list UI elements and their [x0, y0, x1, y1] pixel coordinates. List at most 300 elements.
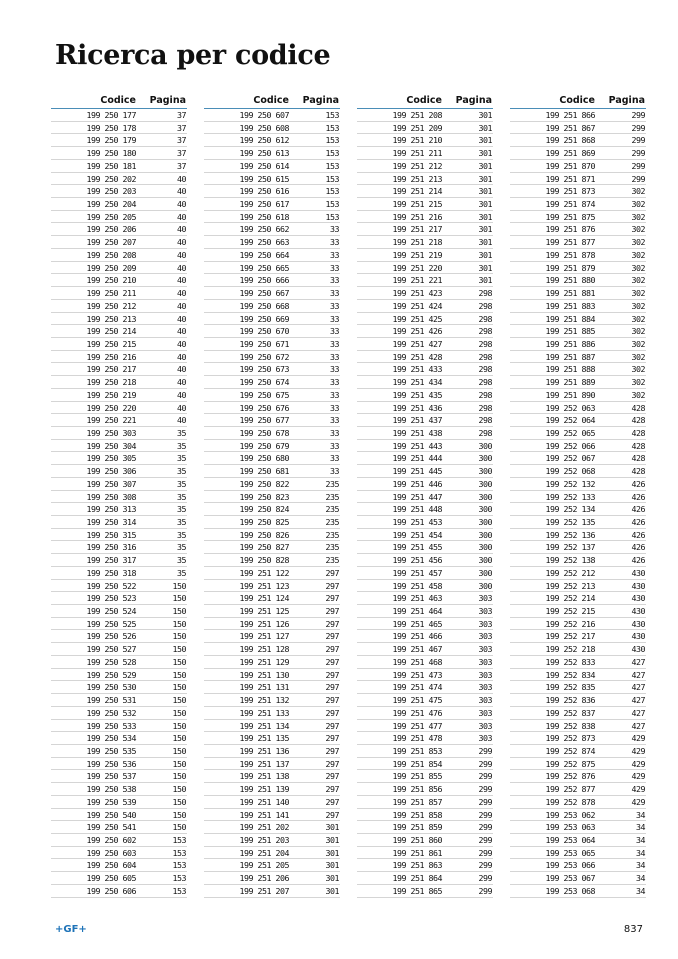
table-row — [51, 630, 187, 643]
page-cell: 299 — [478, 758, 492, 769]
page-cell: 33 — [330, 415, 339, 426]
table-row — [51, 465, 187, 478]
code-header: Codice — [559, 95, 595, 106]
page-cell: 153 — [325, 199, 339, 210]
page-cell: 301 — [478, 249, 492, 260]
code-cell: 199 250 523 — [86, 593, 136, 604]
code-cell: 199 251 216 — [392, 211, 442, 222]
code-cell: 199 251 887 — [545, 351, 595, 362]
code-cell: 199 252 874 — [545, 745, 595, 756]
page-cell: 40 — [177, 415, 186, 426]
page-cell: 35 — [177, 542, 186, 553]
code-cell: 199 251 140 — [239, 796, 289, 807]
page-cell: 300 — [478, 542, 492, 553]
page-cell: 302 — [631, 237, 645, 248]
table-row — [357, 325, 493, 338]
page-cell: 299 — [478, 834, 492, 845]
page-cell: 299 — [631, 173, 645, 184]
table-row — [204, 427, 340, 440]
table-row — [204, 351, 340, 364]
table-row — [357, 503, 493, 516]
page-cell: 37 — [177, 110, 186, 120]
page-cell: 300 — [478, 478, 492, 489]
page-cell: 33 — [330, 351, 339, 362]
table-row — [357, 363, 493, 376]
page-cell: 426 — [631, 555, 645, 566]
page-cell: 301 — [478, 224, 492, 235]
page-cell: 301 — [325, 847, 339, 858]
table-row — [204, 198, 340, 211]
code-cell: 199 251 141 — [239, 809, 289, 820]
table-row — [510, 376, 646, 389]
table-row — [510, 478, 646, 491]
table-row — [51, 834, 187, 847]
code-cell: 199 250 618 — [239, 211, 289, 222]
page-cell: 150 — [172, 771, 186, 782]
code-cell: 199 252 067 — [545, 453, 595, 464]
code-cell: 199 252 878 — [545, 796, 595, 807]
code-cell: 199 251 217 — [392, 224, 442, 235]
page-cell: 40 — [177, 389, 186, 400]
code-cell: 199 250 538 — [86, 784, 136, 795]
page-cell: 299 — [478, 822, 492, 833]
code-cell: 199 250 180 — [86, 148, 136, 159]
table-row — [357, 529, 493, 542]
code-cell: 199 251 127 — [239, 631, 289, 642]
code-cell: 199 251 437 — [392, 415, 442, 426]
table-row — [357, 478, 493, 491]
table-row — [357, 236, 493, 249]
page-cell: 33 — [330, 237, 339, 248]
table-row — [510, 440, 646, 453]
table-row — [357, 809, 493, 822]
code-cell: 199 250 671 — [239, 338, 289, 349]
page-cell: 301 — [478, 275, 492, 286]
page-cell: 301 — [478, 211, 492, 222]
code-cell: 199 250 673 — [239, 364, 289, 375]
page-cell: 303 — [478, 707, 492, 718]
code-cell: 199 251 447 — [392, 491, 442, 502]
page-cell: 297 — [325, 720, 339, 731]
table-row — [51, 516, 187, 529]
code-cell: 199 251 214 — [392, 186, 442, 197]
table-row — [204, 363, 340, 376]
code-cell: 199 250 305 — [86, 453, 136, 464]
table-row — [51, 313, 187, 326]
code-cell: 199 250 216 — [86, 351, 136, 362]
table-row — [204, 809, 340, 822]
table-row — [510, 859, 646, 872]
code-cell: 199 250 205 — [86, 211, 136, 222]
code-cell: 199 250 314 — [86, 517, 136, 527]
code-cell: 199 253 064 — [545, 834, 595, 845]
code-cell: 199 250 667 — [239, 288, 289, 299]
table-row — [204, 402, 340, 415]
page-cell: 35 — [177, 466, 186, 477]
code-cell: 199 251 434 — [392, 377, 442, 388]
page-cell: 427 — [631, 720, 645, 731]
code-cell: 199 251 859 — [392, 822, 442, 833]
table-row — [357, 745, 493, 758]
code-cell: 199 252 068 — [545, 466, 595, 477]
code-header: Codice — [100, 95, 136, 106]
page-cell: 429 — [631, 745, 645, 756]
code-cell: 199 251 202 — [239, 822, 289, 833]
table-row — [357, 223, 493, 236]
code-cell: 199 251 468 — [392, 656, 442, 667]
code-cell: 199 252 836 — [545, 695, 595, 706]
code-cell: 199 252 063 — [545, 402, 595, 413]
table-row — [51, 427, 187, 440]
code-header: Codice — [406, 95, 442, 106]
page-cell: 150 — [172, 745, 186, 756]
code-cell: 199 250 665 — [239, 262, 289, 273]
table-row — [510, 516, 646, 529]
page-cell: 298 — [478, 351, 492, 362]
code-cell: 199 250 605 — [86, 873, 136, 884]
code-cell: 199 250 541 — [86, 822, 136, 833]
table-row — [51, 198, 187, 211]
code-cell: 199 251 876 — [545, 224, 595, 235]
table-row — [510, 618, 646, 631]
code-cell: 199 251 874 — [545, 199, 595, 210]
page-cell: 300 — [478, 453, 492, 464]
page-cell: 303 — [478, 733, 492, 744]
code-cell: 199 250 219 — [86, 389, 136, 400]
page-cell: 150 — [172, 682, 186, 693]
page-cell: 300 — [478, 580, 492, 591]
table-row — [357, 872, 493, 885]
table-row — [51, 567, 187, 580]
page-cell: 150 — [172, 809, 186, 820]
code-cell: 199 250 663 — [239, 237, 289, 248]
code-cell: 199 251 857 — [392, 796, 442, 807]
page-cell: 426 — [631, 504, 645, 515]
code-cell: 199 251 454 — [392, 529, 442, 540]
table-row — [510, 643, 646, 656]
table-row — [510, 592, 646, 605]
table-row — [357, 516, 493, 529]
page-cell: 40 — [177, 224, 186, 235]
page-cell: 34 — [636, 873, 645, 884]
table-row — [357, 783, 493, 796]
page-cell: 300 — [478, 440, 492, 451]
table-row — [51, 185, 187, 198]
page-cell: 33 — [330, 377, 339, 388]
page-cell: 150 — [172, 656, 186, 667]
code-cell: 199 252 134 — [545, 504, 595, 515]
table-row — [51, 478, 187, 491]
table-row — [204, 618, 340, 631]
code-cell: 199 250 824 — [239, 504, 289, 515]
page-cell: 297 — [325, 745, 339, 756]
code-column-4 — [510, 94, 646, 898]
code-cell: 199 251 889 — [545, 377, 595, 388]
page-cell: 299 — [631, 135, 645, 146]
code-cell: 199 250 827 — [239, 542, 289, 553]
table-row — [51, 872, 187, 885]
table-row — [204, 643, 340, 656]
code-cell: 199 251 873 — [545, 186, 595, 197]
code-cell: 199 250 218 — [86, 377, 136, 388]
page-cell: 153 — [325, 122, 339, 133]
page-cell: 300 — [478, 529, 492, 540]
code-cell: 199 251 122 — [239, 567, 289, 578]
table-row — [51, 541, 187, 554]
table-row — [51, 122, 187, 135]
table-row — [51, 376, 187, 389]
table-row — [510, 351, 646, 364]
code-cell: 199 251 209 — [392, 122, 442, 133]
page-cell: 301 — [478, 262, 492, 273]
page-cell: 303 — [478, 644, 492, 655]
code-cell: 199 252 135 — [545, 517, 595, 527]
code-cell: 199 250 217 — [86, 364, 136, 375]
code-cell: 199 251 218 — [392, 237, 442, 248]
code-cell: 199 252 214 — [545, 593, 595, 604]
code-cell: 199 250 669 — [239, 313, 289, 324]
table-row — [51, 503, 187, 516]
table-row — [204, 414, 340, 427]
code-cell: 199 252 838 — [545, 720, 595, 731]
code-cell: 199 250 316 — [86, 542, 136, 553]
code-cell: 199 251 204 — [239, 847, 289, 858]
table-row — [357, 821, 493, 834]
page-cell: 298 — [478, 377, 492, 388]
page-cell: 301 — [478, 173, 492, 184]
code-cell: 199 251 473 — [392, 669, 442, 680]
code-cell: 199 251 433 — [392, 364, 442, 375]
code-cell: 199 252 065 — [545, 427, 595, 438]
code-cell: 199 252 066 — [545, 440, 595, 451]
table-row — [204, 109, 340, 122]
code-cell: 199 251 125 — [239, 606, 289, 617]
page-cell: 301 — [478, 148, 492, 159]
table-row — [357, 643, 493, 656]
table-row — [204, 262, 340, 275]
page-cell: 34 — [636, 822, 645, 833]
code-cell: 199 252 877 — [545, 784, 595, 795]
table-row — [357, 122, 493, 135]
table-row — [510, 732, 646, 745]
page-cell: 303 — [478, 720, 492, 731]
code-cell: 199 250 664 — [239, 249, 289, 260]
table-row — [357, 732, 493, 745]
table-row — [510, 338, 646, 351]
table-row — [204, 656, 340, 669]
page-cell: 303 — [478, 606, 492, 617]
code-cell: 199 250 178 — [86, 122, 136, 133]
table-row — [357, 313, 493, 326]
page-header: Pagina — [455, 95, 492, 106]
code-cell: 199 251 205 — [239, 860, 289, 871]
page-cell: 40 — [177, 275, 186, 286]
page-cell: 153 — [172, 847, 186, 858]
code-cell: 199 250 528 — [86, 656, 136, 667]
code-cell: 199 251 426 — [392, 326, 442, 337]
code-cell: 199 251 854 — [392, 758, 442, 769]
code-cell: 199 250 177 — [86, 110, 136, 120]
page-cell: 235 — [325, 478, 339, 489]
table-row — [204, 516, 340, 529]
page-cell: 150 — [172, 593, 186, 604]
table-row — [357, 414, 493, 427]
page-cell: 300 — [478, 517, 492, 527]
page-cell: 297 — [325, 758, 339, 769]
page-cell: 302 — [631, 186, 645, 197]
page-cell: 297 — [325, 580, 339, 591]
page-cell: 429 — [631, 784, 645, 795]
page-cell: 153 — [325, 173, 339, 184]
table-row — [510, 529, 646, 542]
page-cell: 153 — [172, 885, 186, 896]
code-cell: 199 253 066 — [545, 860, 595, 871]
page-cell: 429 — [631, 796, 645, 807]
code-cell: 199 251 885 — [545, 326, 595, 337]
code-cell: 199 252 136 — [545, 529, 595, 540]
code-cell: 199 251 132 — [239, 695, 289, 706]
code-cell: 199 251 457 — [392, 567, 442, 578]
table-row — [357, 134, 493, 147]
page-cell: 33 — [330, 326, 339, 337]
table-row — [510, 580, 646, 593]
table-row — [204, 567, 340, 580]
page-cell: 150 — [172, 644, 186, 655]
page-cell: 299 — [478, 796, 492, 807]
table-row — [510, 122, 646, 135]
code-cell: 199 250 315 — [86, 529, 136, 540]
table-row — [51, 274, 187, 287]
code-cell: 199 252 215 — [545, 606, 595, 617]
page-cell: 150 — [172, 758, 186, 769]
column-header — [510, 94, 646, 109]
table-row — [357, 834, 493, 847]
table-row — [510, 402, 646, 415]
page-cell: 297 — [325, 631, 339, 642]
page-cell: 301 — [325, 822, 339, 833]
page-cell: 153 — [325, 148, 339, 159]
table-row — [510, 185, 646, 198]
page-cell: 33 — [330, 262, 339, 273]
code-cell: 199 250 209 — [86, 262, 136, 273]
table-row — [510, 249, 646, 262]
code-cell: 199 250 214 — [86, 326, 136, 337]
table-row — [204, 605, 340, 618]
page-cell: 297 — [325, 567, 339, 578]
code-cell: 199 251 855 — [392, 771, 442, 782]
table-row — [357, 300, 493, 313]
code-cell: 199 251 476 — [392, 707, 442, 718]
page-cell: 297 — [325, 796, 339, 807]
page-cell: 297 — [325, 644, 339, 655]
code-cell: 199 251 443 — [392, 440, 442, 451]
table-row — [51, 809, 187, 822]
table-row — [510, 783, 646, 796]
page-cell: 298 — [478, 427, 492, 438]
page-cell: 298 — [478, 389, 492, 400]
page-cell: 33 — [330, 389, 339, 400]
table-row — [357, 669, 493, 682]
page-cell: 150 — [172, 733, 186, 744]
table-row — [51, 452, 187, 465]
column-header — [357, 94, 493, 109]
page-cell: 301 — [478, 135, 492, 146]
code-cell: 199 252 875 — [545, 758, 595, 769]
page-cell: 426 — [631, 517, 645, 527]
page-cell: 302 — [631, 326, 645, 337]
page-cell: 40 — [177, 338, 186, 349]
code-cell: 199 250 606 — [86, 885, 136, 896]
page-cell: 429 — [631, 758, 645, 769]
page-cell: 303 — [478, 618, 492, 629]
code-cell: 199 251 888 — [545, 364, 595, 375]
page-cell: 301 — [478, 186, 492, 197]
code-cell: 199 251 870 — [545, 160, 595, 171]
table-row — [51, 885, 187, 898]
code-cell: 199 250 525 — [86, 618, 136, 629]
table-row — [51, 249, 187, 262]
code-cell: 199 250 680 — [239, 453, 289, 464]
table-row — [357, 859, 493, 872]
page-cell: 428 — [631, 427, 645, 438]
code-cell: 199 252 876 — [545, 771, 595, 782]
code-cell: 199 252 132 — [545, 478, 595, 489]
code-cell: 199 250 662 — [239, 224, 289, 235]
table-row — [510, 223, 646, 236]
table-row — [204, 681, 340, 694]
page-cell: 303 — [478, 631, 492, 642]
column-header — [51, 94, 187, 109]
table-row — [510, 567, 646, 580]
table-row — [204, 491, 340, 504]
code-cell: 199 251 867 — [545, 122, 595, 133]
code-cell: 199 250 306 — [86, 466, 136, 477]
code-column-2 — [204, 94, 340, 898]
table-row — [510, 720, 646, 733]
table-row — [357, 592, 493, 605]
gf-logo: +GF+ — [55, 924, 87, 935]
page-cell: 150 — [172, 784, 186, 795]
page-cell: 301 — [325, 860, 339, 871]
page-cell: 298 — [478, 300, 492, 311]
code-cell: 199 252 137 — [545, 542, 595, 553]
page-cell: 235 — [325, 504, 339, 515]
page-cell: 297 — [325, 809, 339, 820]
code-cell: 199 250 212 — [86, 300, 136, 311]
table-row — [204, 122, 340, 135]
table-row — [357, 681, 493, 694]
table-row — [510, 325, 646, 338]
table-row — [510, 491, 646, 504]
table-row — [51, 389, 187, 402]
page-cell: 33 — [330, 275, 339, 286]
code-cell: 199 250 677 — [239, 415, 289, 426]
table-row — [357, 198, 493, 211]
table-row — [204, 313, 340, 326]
code-cell: 199 250 318 — [86, 567, 136, 578]
table-row — [510, 452, 646, 465]
code-cell: 199 250 668 — [239, 300, 289, 311]
page-cell: 235 — [325, 491, 339, 502]
table-row — [357, 287, 493, 300]
page-cell: 153 — [325, 211, 339, 222]
code-cell: 199 251 446 — [392, 478, 442, 489]
page-cell: 297 — [325, 771, 339, 782]
code-cell: 199 250 221 — [86, 415, 136, 426]
code-cell: 199 250 537 — [86, 771, 136, 782]
table-row — [51, 109, 187, 122]
table-row — [357, 351, 493, 364]
